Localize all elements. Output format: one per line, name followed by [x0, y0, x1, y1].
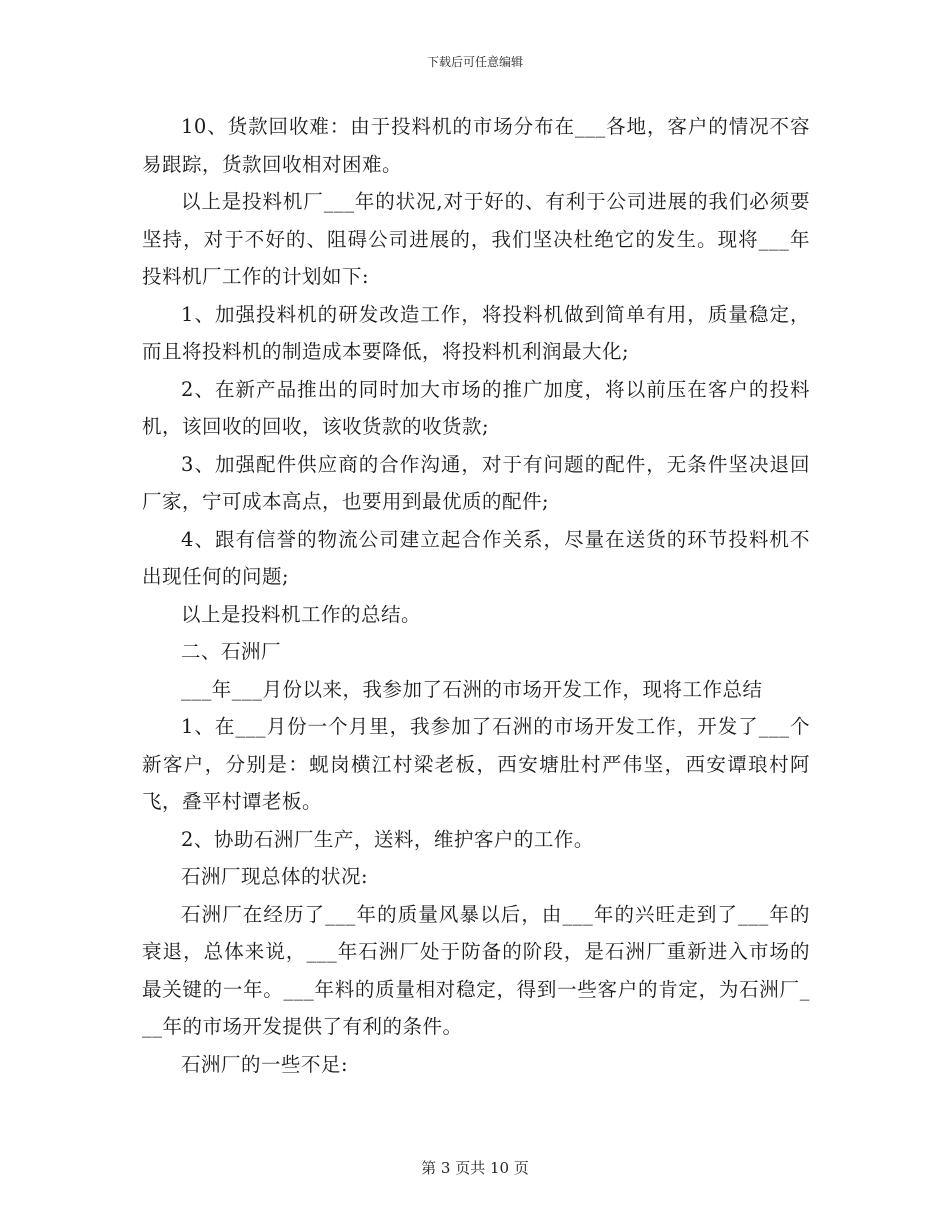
paragraph: 10、货款回收难：由于投料机的市场分布在___各地，客户的情况不容易跟踪，货款回收相对困难。 [142, 115, 810, 176]
paragraph: 2、协助石洲厂生产，送料，维护客户的工作。 [181, 827, 594, 851]
paragraph: 1、加强投料机的研发改造工作，将投料机做到简单有用，质量稳定，而且将投料机的制造成本要降低，将投料机利润最大化; [142, 302, 810, 363]
page-header: 下载后可任意编辑 [426, 55, 523, 69]
paragraph: 石洲厂现总体的状况: [181, 865, 369, 888]
paragraph: 2、在新产品推出的同时加大市场的推广加度，将以前压在客户的投料机，该回收的回收，该收货款的收货款; [142, 377, 810, 438]
paragraph: 以上是投料机厂___年的状况,对于好的、有利于公司进展的我们必须要坚持，对于不好的、阻碍公司进展的，我们坚决杜绝它的发生。现将___年投料机厂工作的计划如下: [142, 190, 810, 288]
paragraph: ___年___月份以来，我参加了石洲的市场开发工作，现将工作总结 [181, 677, 763, 701]
paragraph: 石洲厂的一些不足: [181, 1052, 349, 1076]
section-heading: 二、石洲厂 [181, 640, 282, 663]
paragraph: 以上是投料机工作的总结。 [181, 602, 422, 626]
document-body [142, 108, 810, 1083]
paragraph: 1、在___月份一个月里，我参加了石洲的市场开发工作，开发了___个新客户，分别是：蚬岗横江村梁老板，西安塘肚村严伟坚，西安谭琅村阿飞，叠平村谭老板。 [142, 715, 810, 813]
paragraph: 4、跟有信誉的物流公司建立起合作关系，尽量在送货的环节投料机不出现任何的问题; [142, 527, 810, 588]
paragraph: 石洲厂在经历了___年的质量风暴以后，由___年的兴旺走到了___年的衰退，总体来说，___年石洲厂处于防备的阶段，是石洲厂重新进入市场的最关键的一年。___年料的质量相对稳定，得到一些客户的肯定，为石洲厂___年的市场开发提供了有利的条件。 [142, 902, 810, 1038]
page-footer: 第 3 页共 10 页 [421, 1159, 529, 1177]
paragraph: 3、加强配件供应商的合作沟通，对于有问题的配件，无条件坚决退回厂家，宁可成本高点，也要用到最优质的配件; [142, 452, 810, 513]
